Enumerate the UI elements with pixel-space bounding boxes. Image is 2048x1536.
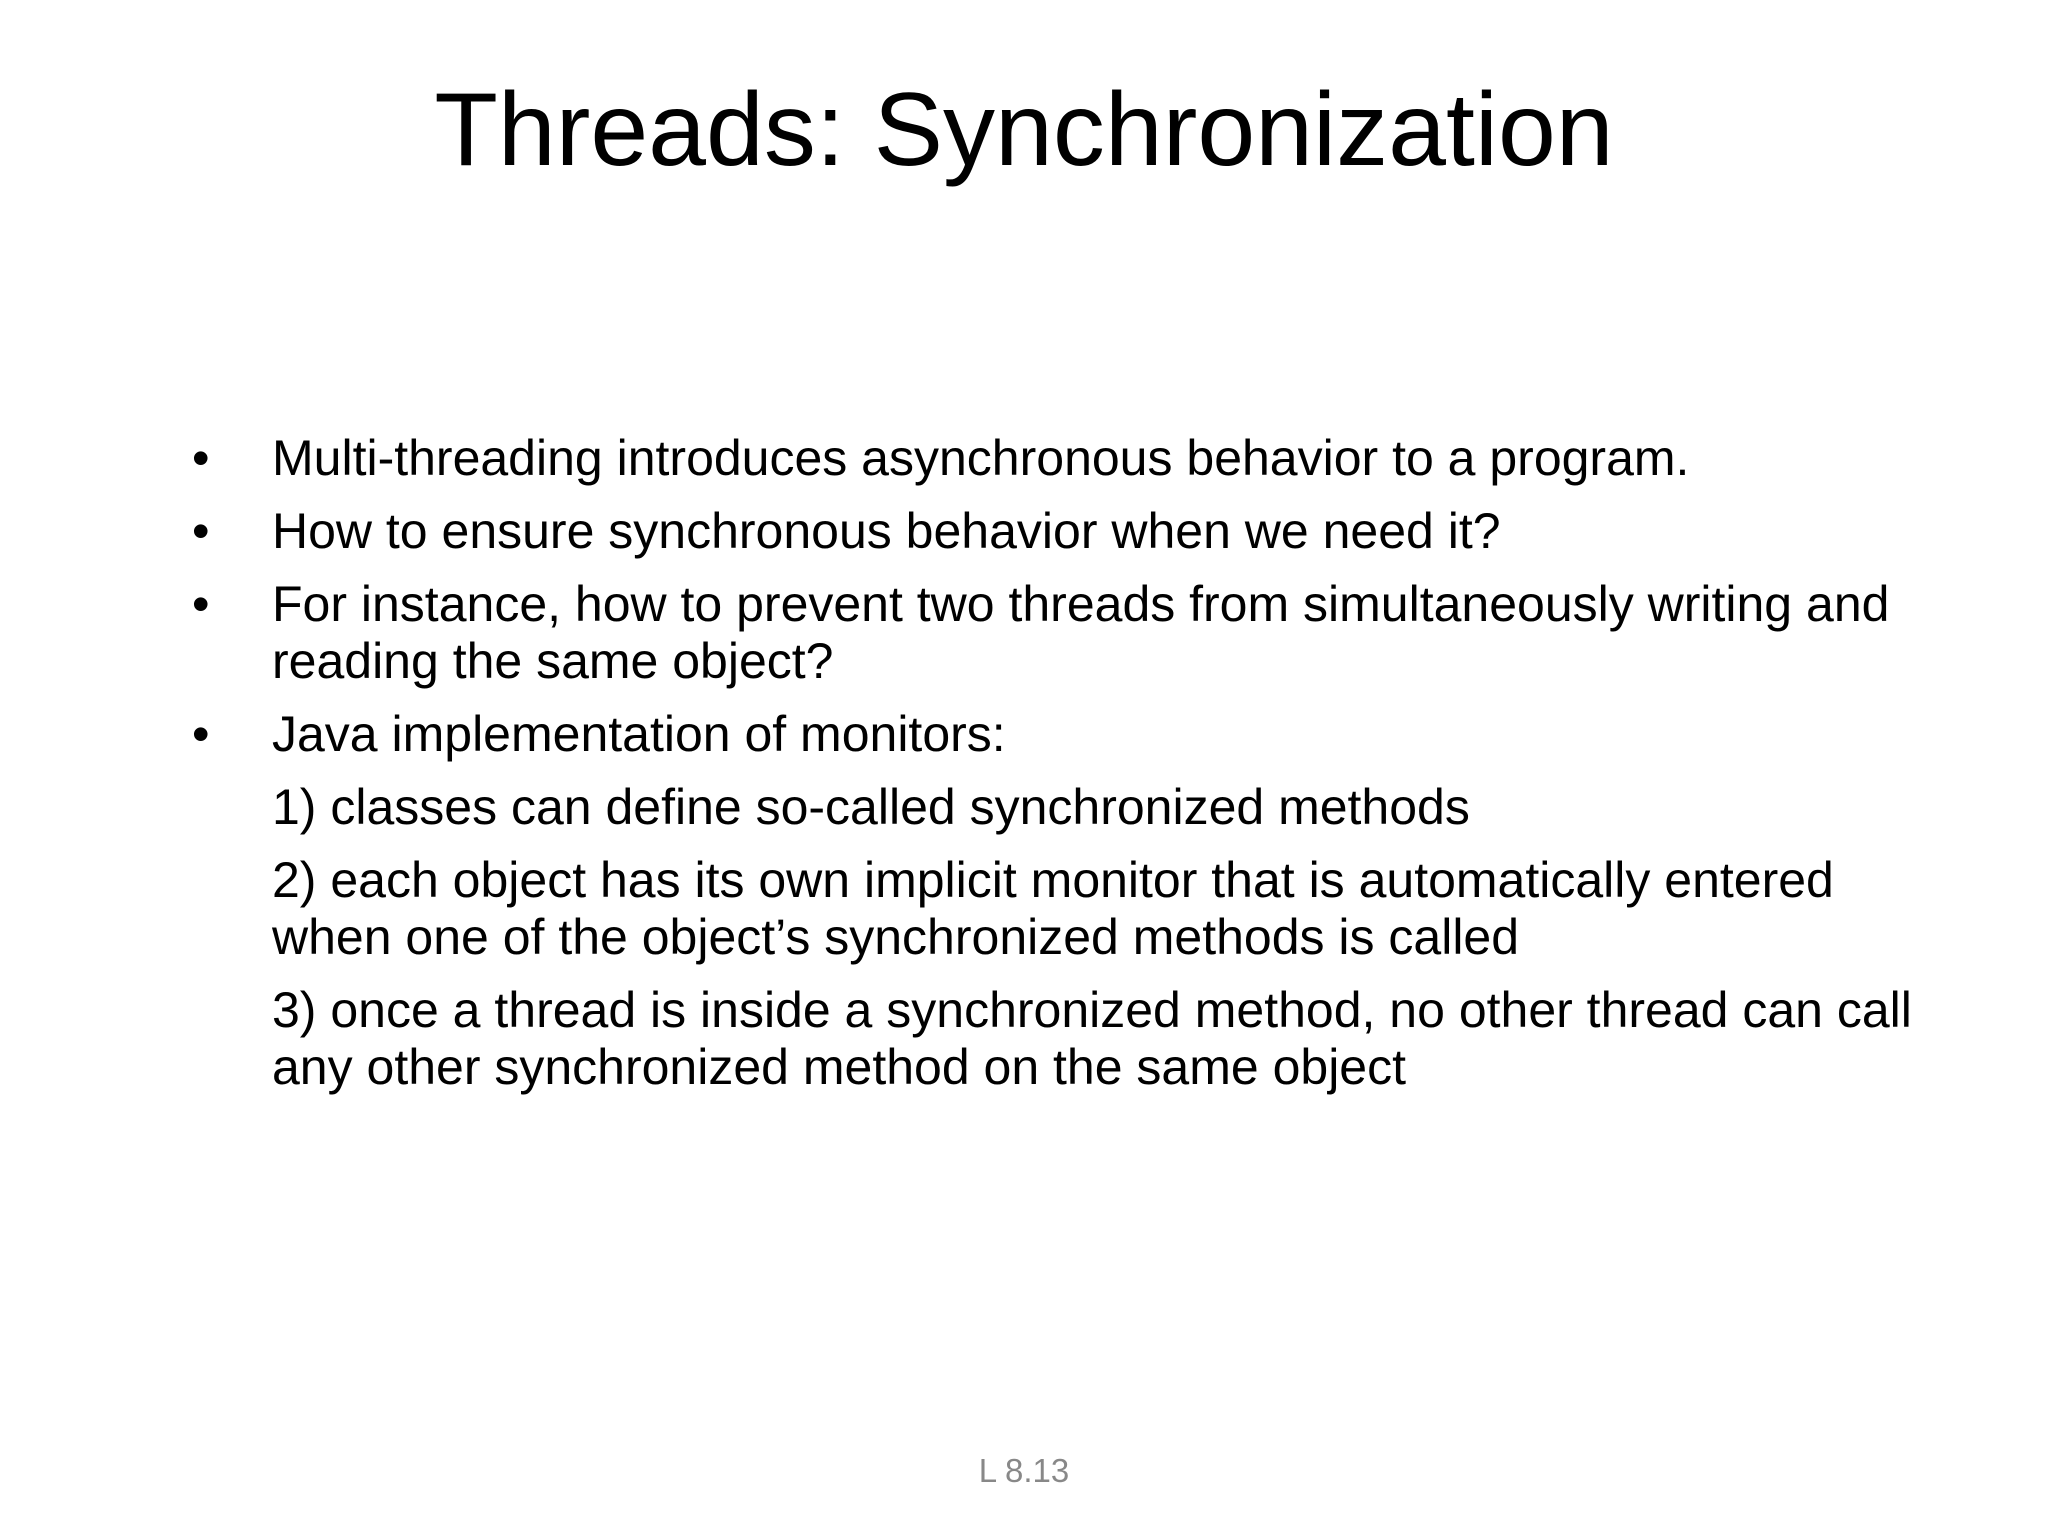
list-item [192, 852, 1912, 966]
list-item-text: 3) once a thread is inside a synchronized method, no other thread can call any other synchronized method on the same object [272, 982, 1912, 1095]
list-item-text: Java implementation of monitors: [272, 706, 1006, 762]
slide-title: Threads: Synchronization [434, 72, 1614, 188]
list-item-text: 1) classes can define so-called synchronized methods [272, 779, 1470, 835]
list-item [192, 706, 1912, 763]
list-item-text: Multi-threading introduces asynchronous behavior to a program. [272, 430, 1690, 486]
list-item [192, 503, 1912, 560]
list-item-text: How to ensure synchronous behavior when we need it? [272, 503, 1501, 559]
list-item-text: For instance, how to prevent two threads from simultaneously writing and reading the same object? [272, 576, 1890, 689]
list-item [192, 779, 1912, 836]
slide-body [192, 430, 1912, 1096]
list-item-text: 2) each object has its own implicit monitor that is automatically entered when one of the object’s synchronized methods is called [272, 852, 1834, 965]
bullet-icon: • [192, 430, 210, 486]
slide-number: L 8.13 [978, 1452, 1070, 1489]
bullet-icon: • [192, 503, 210, 559]
list-item [192, 982, 1912, 1096]
list-item [192, 430, 1912, 487]
list-item [192, 576, 1912, 690]
bullet-icon: • [192, 706, 210, 762]
bullet-icon: • [192, 576, 210, 632]
